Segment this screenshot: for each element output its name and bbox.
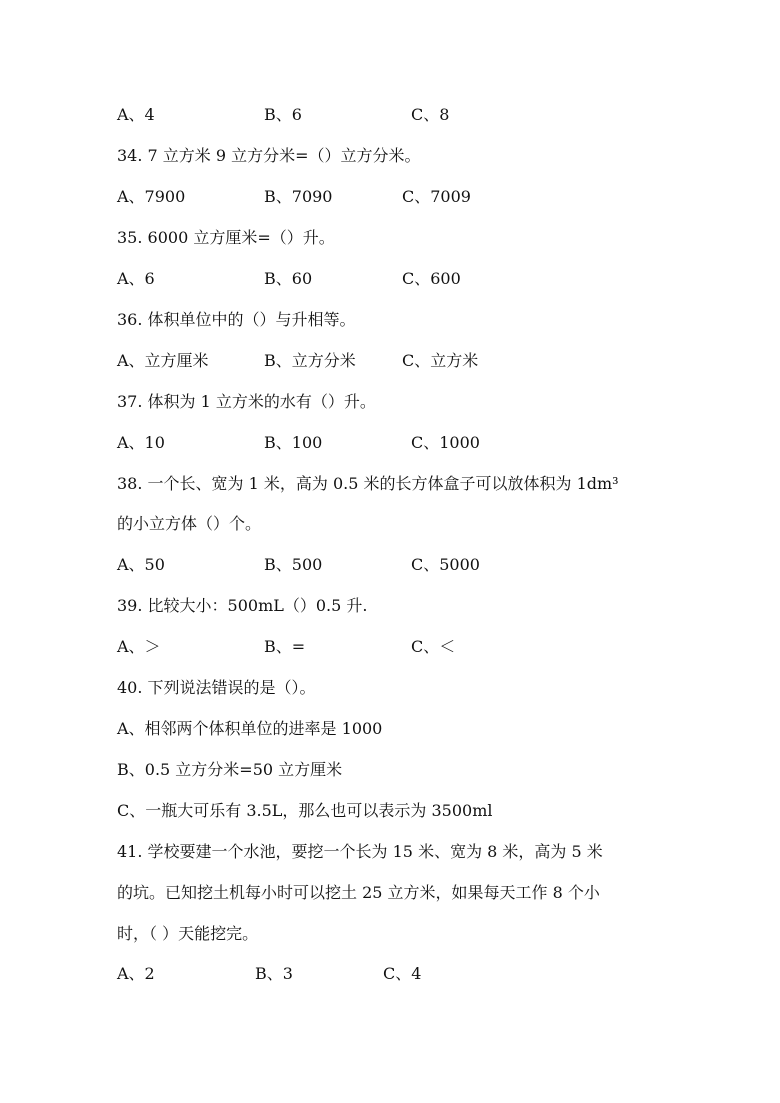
option-c: C、＜	[411, 637, 456, 656]
option-b: B、500	[264, 555, 323, 574]
option-40-a: A、相邻两个体积单位的进率是 1000	[117, 719, 383, 738]
option-b: B、7090	[264, 187, 333, 206]
option-40-c: C、一瓶大可乐有 3.5L，那么也可以表示为 3500ml	[117, 801, 493, 820]
question-41: 41. 学校要建一个水池，要挖一个长为 15 米、宽为 8 米，高为 5 米	[117, 842, 603, 861]
question-37: 37. 体积为 1 立方米的水有（）升。	[117, 392, 376, 411]
option-c: C、8	[411, 105, 450, 124]
option-c: C、600	[402, 269, 461, 288]
option-a: A、7900	[117, 187, 186, 206]
option-a: A、＞	[117, 637, 161, 656]
option-c: C、1000	[411, 433, 480, 452]
option-a: A、6	[117, 269, 155, 288]
option-a: A、2	[117, 964, 155, 983]
question-38-continued: 的小立方体（）个。	[117, 514, 262, 533]
question-41-end: 时，（ ）天能挖完。	[117, 924, 259, 943]
question-35: 35. 6000 立方厘米=（）升。	[117, 228, 335, 247]
option-b: B、60	[264, 269, 313, 288]
option-a: A、10	[117, 433, 165, 452]
option-c: C、立方米	[402, 351, 479, 370]
question-41-continued: 的坑。已知挖土机每小时可以挖土 25 立方米，如果每天工作 8 个小	[117, 883, 600, 902]
option-b: B、=	[264, 637, 306, 656]
option-c: C、4	[383, 964, 422, 983]
question-40: 40. 下列说法错误的是（）。	[117, 678, 316, 697]
option-c: C、7009	[402, 187, 471, 206]
question-34: 34. 7 立方米 9 立方分米=（）立方分米。	[117, 146, 421, 165]
option-a: A、4	[117, 105, 155, 124]
question-39: 39. 比较大小：500mL（）0.5 升.	[117, 596, 368, 615]
option-a: A、立方厘米	[117, 351, 209, 370]
option-40-b: B、0.5 立方分米=50 立方厘米	[117, 760, 343, 779]
option-b: B、立方分米	[264, 351, 356, 370]
question-38: 38. 一个长、宽为 1 米，高为 0.5 米的长方体盒子可以放体积为 1dm³	[117, 474, 619, 493]
option-b: B、6	[264, 105, 302, 124]
option-a: A、50	[117, 555, 165, 574]
option-b: B、3	[255, 964, 293, 983]
option-c: C、5000	[411, 555, 480, 574]
question-36: 36. 体积单位中的（）与升相等。	[117, 310, 356, 329]
option-b: B、100	[264, 433, 323, 452]
